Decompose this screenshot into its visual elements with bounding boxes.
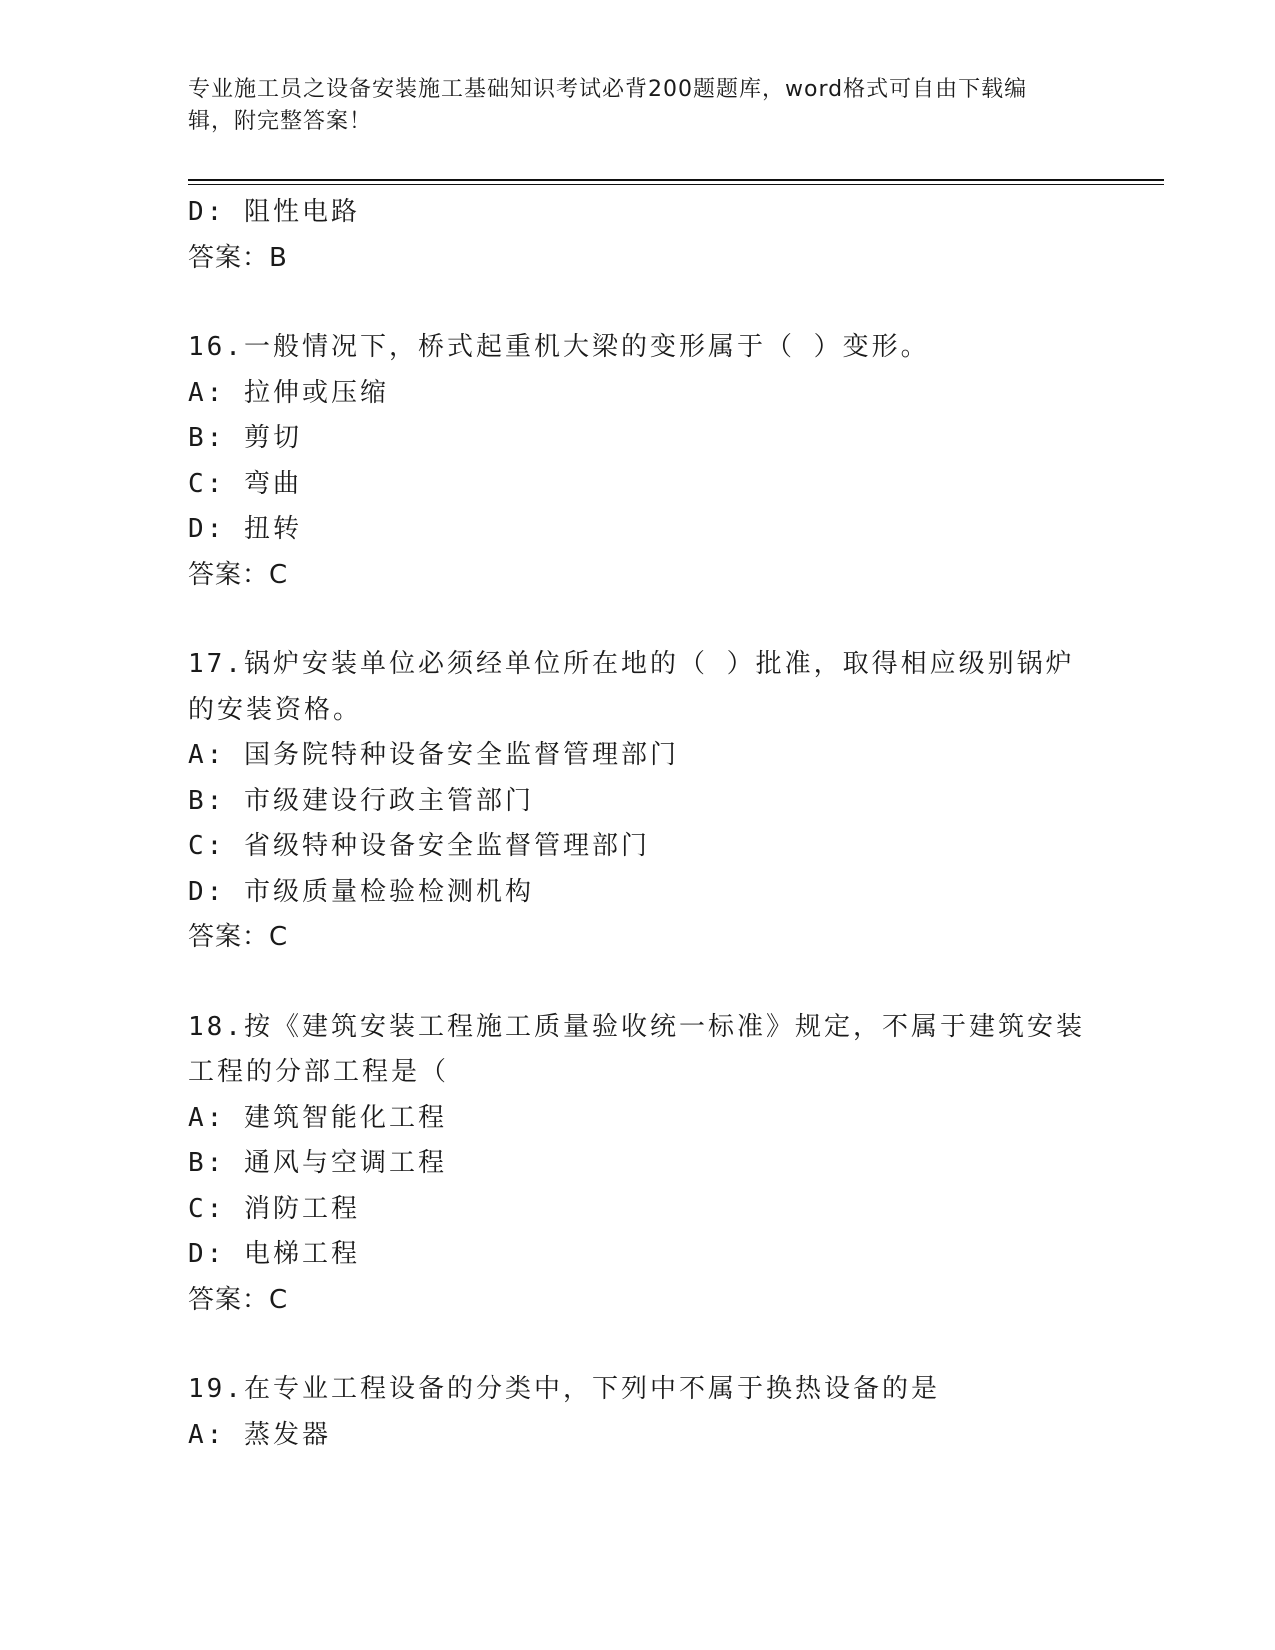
document-header: 专业施工员之设备安装施工基础知识考试必背200题题库，word格式可自由下载编辑，附完整答案！ xyxy=(188,77,1028,134)
option-a: A: 拉伸或压缩 xyxy=(188,377,389,408)
question-stem-continued: 工程的分部工程是（ xyxy=(188,1057,450,1087)
question-block-18 xyxy=(188,1005,1088,1324)
question-stem: 16.一般情况下，桥式起重机大梁的变形属于（ ）变形。 xyxy=(188,332,930,362)
option-b: B: 剪切 xyxy=(188,423,302,453)
question-stem-continued: 的安装资格。 xyxy=(188,694,363,725)
question-block-15-tail xyxy=(188,190,1088,281)
option-c: C: 消防工程 xyxy=(188,1193,360,1224)
question-block-19 xyxy=(188,1367,1088,1458)
option-c: C: 省级特种设备安全监督管理部门 xyxy=(188,831,650,861)
option-d: D: 市级质量检验检测机构 xyxy=(188,876,534,907)
answer-line: 答案：C xyxy=(188,1284,289,1315)
option-b: B: 市级建设行政主管部门 xyxy=(188,785,534,816)
question-stem: 18.按《建筑安装工程施工质量验收统一标准》规定，不属于建筑安装 xyxy=(188,1011,1085,1042)
option-b: B: 通风与空调工程 xyxy=(188,1148,447,1178)
option-d: D: 阻性电路 xyxy=(188,197,360,227)
option-d: D: 电梯工程 xyxy=(188,1239,360,1269)
option-a: A: 建筑智能化工程 xyxy=(188,1102,447,1133)
question-stem: 17.锅炉安装单位必须经单位所在地的（ ）批准，取得相应级别锅炉 xyxy=(188,649,1075,679)
option-a: A: 蒸发器 xyxy=(188,1419,331,1450)
header-divider xyxy=(188,179,1164,181)
answer-line: 答案：B xyxy=(188,242,288,273)
question-stem: 19.在专业工程设备的分类中，下列中不属于换热设备的是 xyxy=(188,1374,940,1404)
answer-line: 答案：C xyxy=(188,559,289,590)
option-a: A: 国务院特种设备安全监督管理部门 xyxy=(188,740,679,770)
question-block-17 xyxy=(188,642,1088,961)
document-body xyxy=(188,190,1088,1458)
answer-line: 答案：C xyxy=(188,922,289,952)
option-d: D: 扭转 xyxy=(188,514,302,544)
header-divider-thin xyxy=(188,184,1164,185)
option-c: C: 弯曲 xyxy=(188,468,302,499)
question-block-16 xyxy=(188,325,1088,598)
